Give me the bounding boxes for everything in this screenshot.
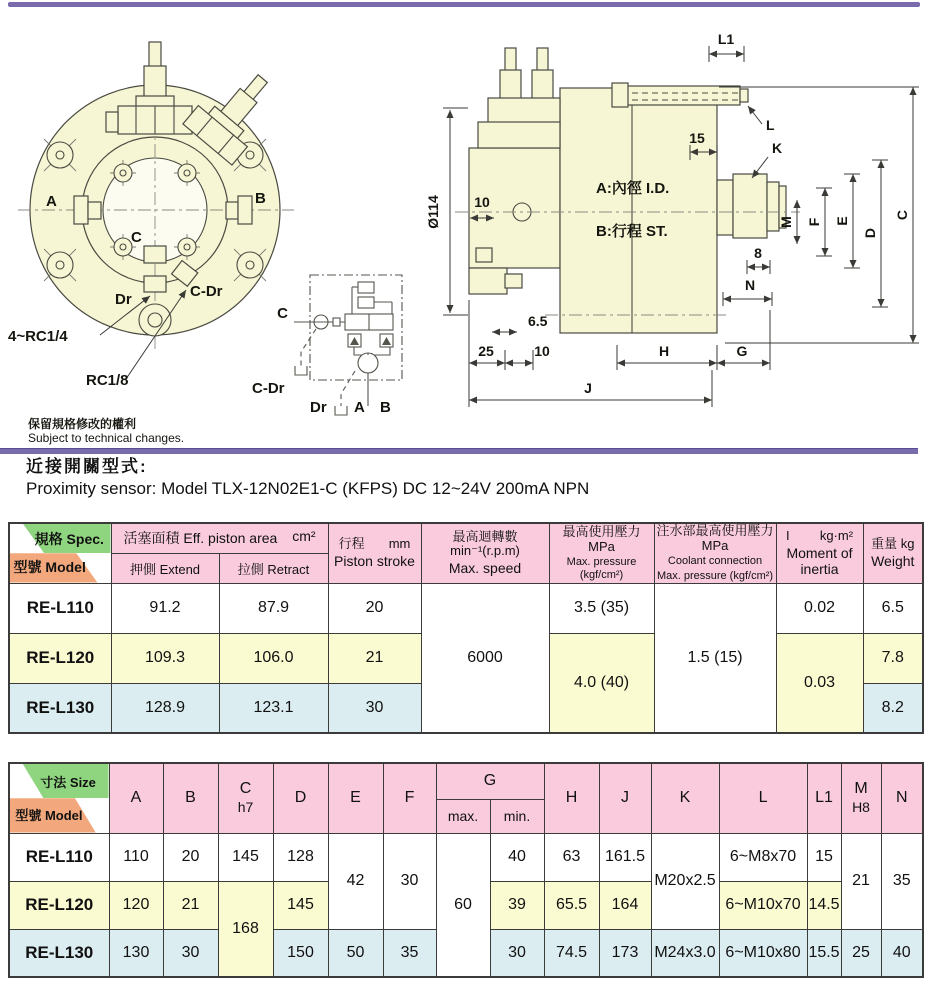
port-thread-note: 4~RC1/4	[8, 328, 68, 345]
rotary-tube	[620, 86, 740, 105]
rights-note-en: Subject to technical changes.	[28, 431, 185, 445]
stroke-note: B:行程 ST.	[596, 223, 668, 240]
cell-e: 50	[328, 929, 383, 977]
cell-j: 161.5	[599, 833, 651, 881]
cell-coolant: 1.5 (15)	[654, 583, 776, 733]
speed-cn: 最高迴轉數 min⁻¹(r.p.m)	[450, 528, 520, 559]
cell-stroke: 20	[328, 583, 421, 633]
schematic-label-a: A	[354, 399, 365, 416]
front-label-c-dr: C-Dr	[190, 283, 223, 300]
cell-a: 120	[109, 881, 163, 929]
header-col-k: K	[651, 763, 719, 833]
cell-g-max: 60	[436, 833, 490, 977]
front-label-b: B	[255, 190, 266, 207]
model-name: RE-L130	[9, 683, 111, 733]
sensor-heading-cn: 近接開關型式:	[26, 457, 148, 476]
cell-k: M24x3.0	[651, 929, 719, 977]
cell-c: 168	[218, 881, 273, 977]
header-g-min: min.	[490, 799, 544, 833]
inertia-symbol: I	[785, 528, 790, 544]
header-max-speed	[421, 523, 549, 583]
cell-b: 30	[163, 929, 218, 977]
spec-corner-top-label: 規格 Spec.	[34, 531, 104, 547]
model-name: RE-L130	[9, 929, 109, 977]
cell-retract: 106.0	[219, 633, 328, 683]
port-b-fitting	[238, 196, 252, 224]
cell-l1: 15	[807, 833, 841, 881]
header-extend: 押側 Extend	[111, 553, 219, 583]
cell-n: 40	[881, 929, 923, 977]
cell-k: M20x2.5	[651, 833, 719, 929]
cell-extend: 109.3	[111, 633, 219, 683]
cell-h: 65.5	[544, 881, 599, 929]
size-corner-top-label: 寸法 Size	[40, 775, 96, 790]
section-divider	[0, 448, 918, 454]
dim-g: G	[736, 343, 748, 359]
header-col-f: F	[383, 763, 436, 833]
cell-c: 145	[218, 833, 273, 881]
cell-f: 35	[383, 929, 436, 977]
weight-cn: 重量 kg	[871, 536, 915, 552]
col-m-tolerance: H8	[852, 799, 870, 816]
dim-j: J	[584, 380, 592, 396]
header-col-g: G	[436, 763, 544, 799]
hydraulic-schematic	[252, 275, 402, 416]
header-retract: 拉側 Retract	[219, 553, 328, 583]
cell-d: 128	[273, 833, 328, 881]
dim-10-left: 10	[474, 194, 490, 210]
cell-l: 6~M10x80	[719, 929, 807, 977]
dim-m: M	[778, 216, 794, 228]
inertia-en: Moment of inertia	[786, 544, 853, 577]
dim-f: F	[806, 217, 822, 227]
front-view	[8, 42, 294, 389]
size-corner-bottom-label: 型號 Model	[15, 807, 83, 823]
cell-inertia: 0.03	[776, 633, 863, 733]
dim-l: L	[766, 117, 775, 133]
header-col-d: D	[273, 763, 328, 833]
size-row-re-l110	[9, 833, 923, 881]
piston-area-unit: cm²	[292, 528, 316, 545]
cell-l: 6~M8x70	[719, 833, 807, 881]
dim-c: C	[894, 209, 910, 221]
rights-note-cn: 保留規格修改的權利	[28, 417, 137, 431]
sensor-heading-en: Proximity sensor: Model TLX-12N02E1-C (KFPS) DC 12~24V 200mA NPN	[26, 479, 590, 499]
header-piston-stroke	[328, 523, 421, 583]
model-name: RE-L110	[9, 833, 109, 881]
header-piston-area	[111, 523, 328, 553]
coolant-en2: Max. pressure (kgf/cm²)	[656, 569, 774, 582]
cylinder-body	[560, 88, 717, 333]
port-c	[144, 246, 166, 263]
dim-diameter: Ø114	[425, 195, 441, 229]
col-m-label: M	[854, 780, 868, 798]
schematic-label-c-dr: C-Dr	[252, 380, 285, 397]
sensor-heading	[26, 456, 589, 500]
cell-max-speed: 6000	[421, 583, 549, 733]
dim-15: 15	[689, 130, 705, 146]
cell-e: 42	[328, 833, 383, 929]
cell-f: 30	[383, 833, 436, 929]
header-col-m	[841, 763, 881, 833]
cell-j: 164	[599, 881, 651, 929]
cell-extend: 91.2	[111, 583, 219, 633]
dim-d: D	[862, 227, 878, 239]
front-label-a: A	[46, 193, 57, 210]
cell-stroke: 30	[328, 683, 421, 733]
model-name: RE-L120	[9, 633, 111, 683]
cell-weight: 8.2	[863, 683, 923, 733]
cell-weight: 6.5	[863, 583, 923, 633]
spec-row-re-l110	[9, 583, 923, 633]
cell-m: 21	[841, 833, 881, 929]
header-coolant-pressure	[654, 523, 776, 583]
coolant-cn: 注水部最高使用壓力 MPa	[656, 523, 774, 553]
front-label-c: C	[131, 229, 142, 246]
dim-k: K	[772, 140, 783, 156]
size-corner-cell	[9, 763, 109, 833]
header-col-n: N	[881, 763, 923, 833]
header-col-a: A	[109, 763, 163, 833]
cell-stroke: 21	[328, 633, 421, 683]
header-col-l: L	[719, 763, 807, 833]
bolt-hole	[44, 249, 76, 281]
model-name: RE-L110	[9, 583, 111, 633]
cell-a: 130	[109, 929, 163, 977]
cell-d: 150	[273, 929, 328, 977]
dim-8: 8	[754, 245, 762, 261]
col-c-tolerance: h7	[237, 799, 254, 816]
inertia-unit: kg·m²	[819, 528, 854, 544]
cell-n: 35	[881, 833, 923, 929]
dim-e: E	[834, 216, 850, 226]
bolt-hole	[44, 139, 76, 171]
bore-note: A:內徑 I.D.	[596, 180, 670, 197]
col-c-label: C	[239, 780, 252, 798]
schematic-label-c: C	[277, 305, 288, 322]
drain-thread-note: RC1/8	[86, 372, 129, 389]
header-weight	[863, 523, 923, 583]
cell-g-min: 30	[490, 929, 544, 977]
header-col-h: H	[544, 763, 599, 833]
stroke-unit: mm	[388, 536, 411, 552]
bolt-hole	[234, 249, 266, 281]
spec-table	[8, 522, 924, 734]
dim-n: N	[744, 277, 756, 293]
spec-corner-cell	[9, 523, 111, 583]
size-table	[8, 762, 924, 978]
model-name: RE-L120	[9, 881, 109, 929]
header-g-max: max.	[436, 799, 490, 833]
cell-a: 110	[109, 833, 163, 881]
cell-b: 20	[163, 833, 218, 881]
header-max-pressure	[549, 523, 654, 583]
header-inertia	[776, 523, 863, 583]
pressure-cn: 最高使用壓力MPa	[562, 524, 641, 554]
front-label-dr: Dr	[115, 291, 132, 308]
coolant-en1: Coolant connection	[667, 555, 763, 568]
cell-h: 63	[544, 833, 599, 881]
header-col-c	[218, 763, 273, 833]
stroke-en: Piston stroke	[334, 552, 415, 569]
cell-b: 21	[163, 881, 218, 929]
piston-area-label: 活塞面積 Eff. piston area	[123, 530, 278, 547]
cell-j: 173	[599, 929, 651, 977]
cell-l1: 15.5	[807, 929, 841, 977]
cell-l: 6~M10x70	[719, 881, 807, 929]
schematic-label-dr: Dr	[310, 399, 327, 416]
dim-l1: L1	[717, 31, 735, 47]
cell-pressure: 3.5 (35)	[549, 583, 654, 633]
cell-retract: 123.1	[219, 683, 328, 733]
dim-h: H	[658, 343, 670, 359]
schematic-label-b: B	[380, 399, 391, 416]
header-col-b: B	[163, 763, 218, 833]
speed-en: Max. speed	[448, 559, 522, 576]
port-dr	[144, 276, 166, 292]
collet	[733, 174, 767, 238]
cell-weight: 7.8	[863, 633, 923, 683]
stroke-cn: 行程	[338, 536, 365, 552]
weight-en: Weight	[871, 552, 915, 569]
cell-m: 25	[841, 929, 881, 977]
side-view	[425, 31, 919, 407]
cell-retract: 87.9	[219, 583, 328, 633]
cell-g-min: 39	[490, 881, 544, 929]
dim-10-bottom: 10	[534, 343, 550, 359]
spec-corner-bottom-label: 型號 Model	[13, 558, 86, 575]
dim-6-5: 6.5	[528, 313, 548, 329]
technical-drawings	[0, 0, 930, 448]
pressure-en: Max. pressure (kgf/cm²)	[566, 556, 637, 581]
cell-inertia: 0.02	[776, 583, 863, 633]
header-col-e: E	[328, 763, 383, 833]
dim-25: 25	[478, 343, 494, 359]
cell-l1: 14.5	[807, 881, 841, 929]
cell-extend: 128.9	[111, 683, 219, 733]
cell-g-min: 40	[490, 833, 544, 881]
cell-d: 145	[273, 881, 328, 929]
header-col-j: J	[599, 763, 651, 833]
header-col-l1: L1	[807, 763, 841, 833]
cell-pressure: 4.0 (40)	[549, 633, 654, 733]
cell-h: 74.5	[544, 929, 599, 977]
port-a-fitting	[74, 196, 88, 224]
